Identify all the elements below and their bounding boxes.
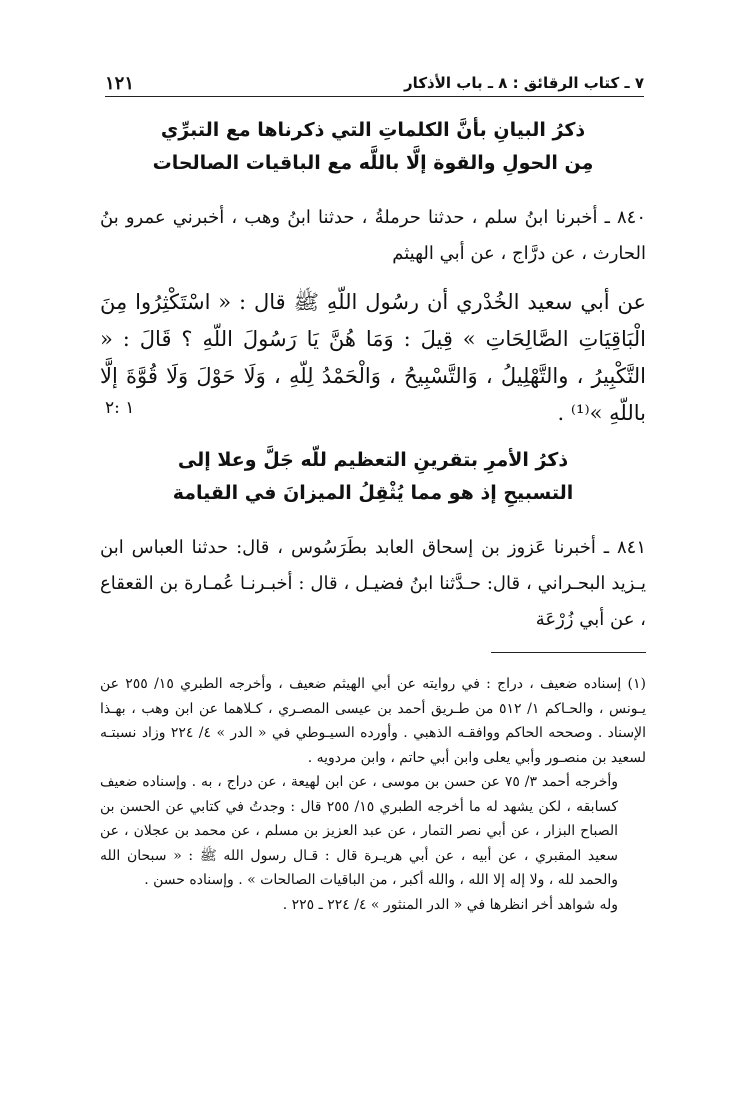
hadith-840-isnad: [100, 200, 646, 272]
running-header: [105, 62, 644, 97]
margin-reference: ١ :٢: [105, 398, 135, 418]
isnad-text: ٨٤١ ـ أخبرنا عَزوز بن إسحاق العابد بطَرَسُوس ، قال: حدثنا العباس ابن يـزيد البحـراني ، قال: حـدَّثنا ابنُ فضيـل ، قال : أخبـرنـا عُمـارة بن القعقاع ، عن أبي زُرْعَة: [100, 537, 646, 630]
matn-text: عن أبي سعيد الخُدْري أن رسُول اللّهِ ﷺ قال : « اسْتَكْثِرُوا مِنَ الْبَاقِيَاتِ الصَّالِحَاتِ » قِيلَ : وَمَا هُنَّ يَا رَسُولَ اللّهِ ؟ قَالَ : « التَّكْبِيرُ ، والتَّهْلِيلُ ، وَالتَّسْبِيحُ ، وَالْحَمْدُ لِلّهِ ، وَلَا حَوْلَ وَلَا قُوَّةَ إلَّا باللّهِ »⁽¹⁾ .: [100, 290, 646, 425]
chapter-title: ٧ ـ كتاب الرقائق : ٨ ـ باب الأذكار: [404, 74, 644, 92]
heading-line: مِن الحولِ والقوة إلَّا باللَّه مع الباقيات الصالحات: [152, 152, 594, 174]
isnad-text: ٨٤٠ ـ أخبرنا ابنُ سلم ، حدثنا حرملةُ ، حدثنا ابنُ وهب ، أخبرني عمرو بنُ الحارث ، عن درَّاج ، عن أبي الهيثم: [100, 207, 646, 264]
section-heading-2: [100, 444, 646, 510]
footnote-paragraph: وأخرجه أحمد ٣/ ٧٥ عن حسن بن موسى ، عن ابن لهيعة ، عن دراج ، به . وإسناده ضعيف كسابقه ، لكن يشهد له ما أخرجه الطبري ١٥/ ٢٥٥ قال : وجدتُ في كتابي عن الحسن بن الصباح البزار ، عن أبي نصر التمار ، عن عبد العزيز بن مسلم ، عن محمد بن عجلان ، عن سعيد المقبري ، عن أبيه ، عن أبي هريـرة قال : قـال رسول الله ﷺ : « سبحان الله والحمد لله ، ولا إله إلا الله ، والله أكبر ، من الباقيات الصالحات » . وإسناده حسن .: [100, 774, 619, 888]
page-number: ١٢١: [105, 73, 135, 94]
heading-line: ذكرُ الأمرِ بتقرينِ التعظيم للّه جَلَّ وعلا إلى: [177, 449, 569, 471]
footnote-separator: [491, 652, 646, 653]
footnote-paragraph: وله شواهد أخر انظرها في « الدر المنثور » ٤/ ٢٢٤ ـ ٢٢٥ .: [282, 896, 618, 913]
heading-line: التسبيحِ إذ هو مما يُثْقِلُ الميزانَ في القيامة: [172, 482, 574, 504]
heading-line: ذكرُ البيانِ بأنَّ الكلماتِ التي ذكرناها مع التبرِّي: [160, 119, 586, 141]
section-heading-1: [100, 114, 646, 180]
footnotes: [100, 672, 646, 917]
hadith-841-isnad: [100, 530, 646, 638]
footnote-paragraph: (١) إسناده ضعيف ، دراج : في روايته عن أبي الهيثم ضعيف ، وأخرجه الطبري ١٥/ ٢٥٥ عن يـونس ، والحـاكم ١/ ٥١٢ من طـريق أحمد بن عيسى المصـري ، كـلاهما عن ابن وهب ، بهـذا الإسناد . وصححه الحاكم ووافقـه الذهبي . وأورده السيـوطي في « الدر » ٤/ ٢٢٤ وزاد نسبتـه لسعيد بن منصـور وأبي يعلى وابن أبي حاتم ، وابن مردويه .: [100, 676, 647, 766]
hadith-840-matn: [100, 284, 646, 432]
